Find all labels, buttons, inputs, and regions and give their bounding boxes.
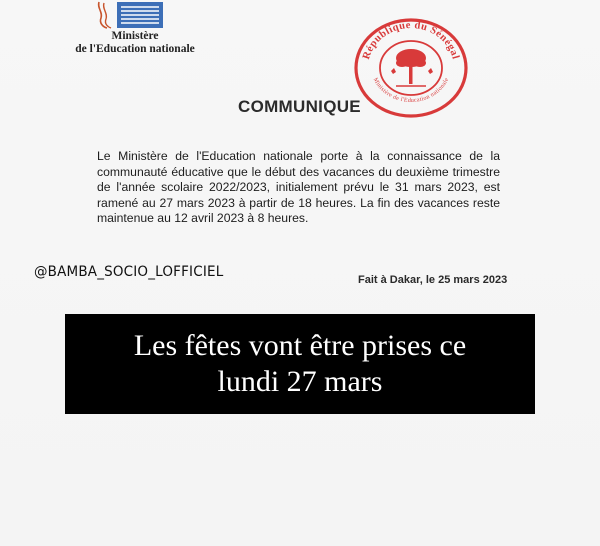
caption-banner [65, 314, 535, 414]
communique-body: Le Ministère de l'Education nationale porte à la connaissance de la communauté éducative que le début des vacances du deuxième trimestre de l'année scolaire 2022/2023, initialement prévu le 31 mars 2023, est ramené au 27 mars 2023 à partir de 18 heures. La fin des vacances reste maintenue au 12 avril 2023 à 8 heures. [97, 149, 500, 226]
ministry-line-1: Ministère [111, 30, 159, 42]
seal-top-text: République du Sénégal [361, 19, 461, 61]
caption-text [134, 328, 466, 400]
social-handle-watermark: @BAMBA_SOCIO_LOFFICIEL [34, 264, 224, 280]
caption-line-1: Les fêtes vont être prises ce [133, 329, 467, 362]
ministry-line-2: de l'Education nationale [75, 43, 195, 55]
document-title: COMMUNIQUE [238, 97, 361, 116]
seal-bottom-text: Ministère de l'Education nationale [371, 77, 451, 105]
ministry-name [60, 30, 210, 56]
caption-line-2: lundi 27 mars [217, 365, 383, 398]
official-seal-stamp [352, 16, 470, 118]
ministry-logo [93, 0, 165, 30]
date-place-line: Fait à Dakar, le 25 mars 2023 [358, 274, 508, 286]
